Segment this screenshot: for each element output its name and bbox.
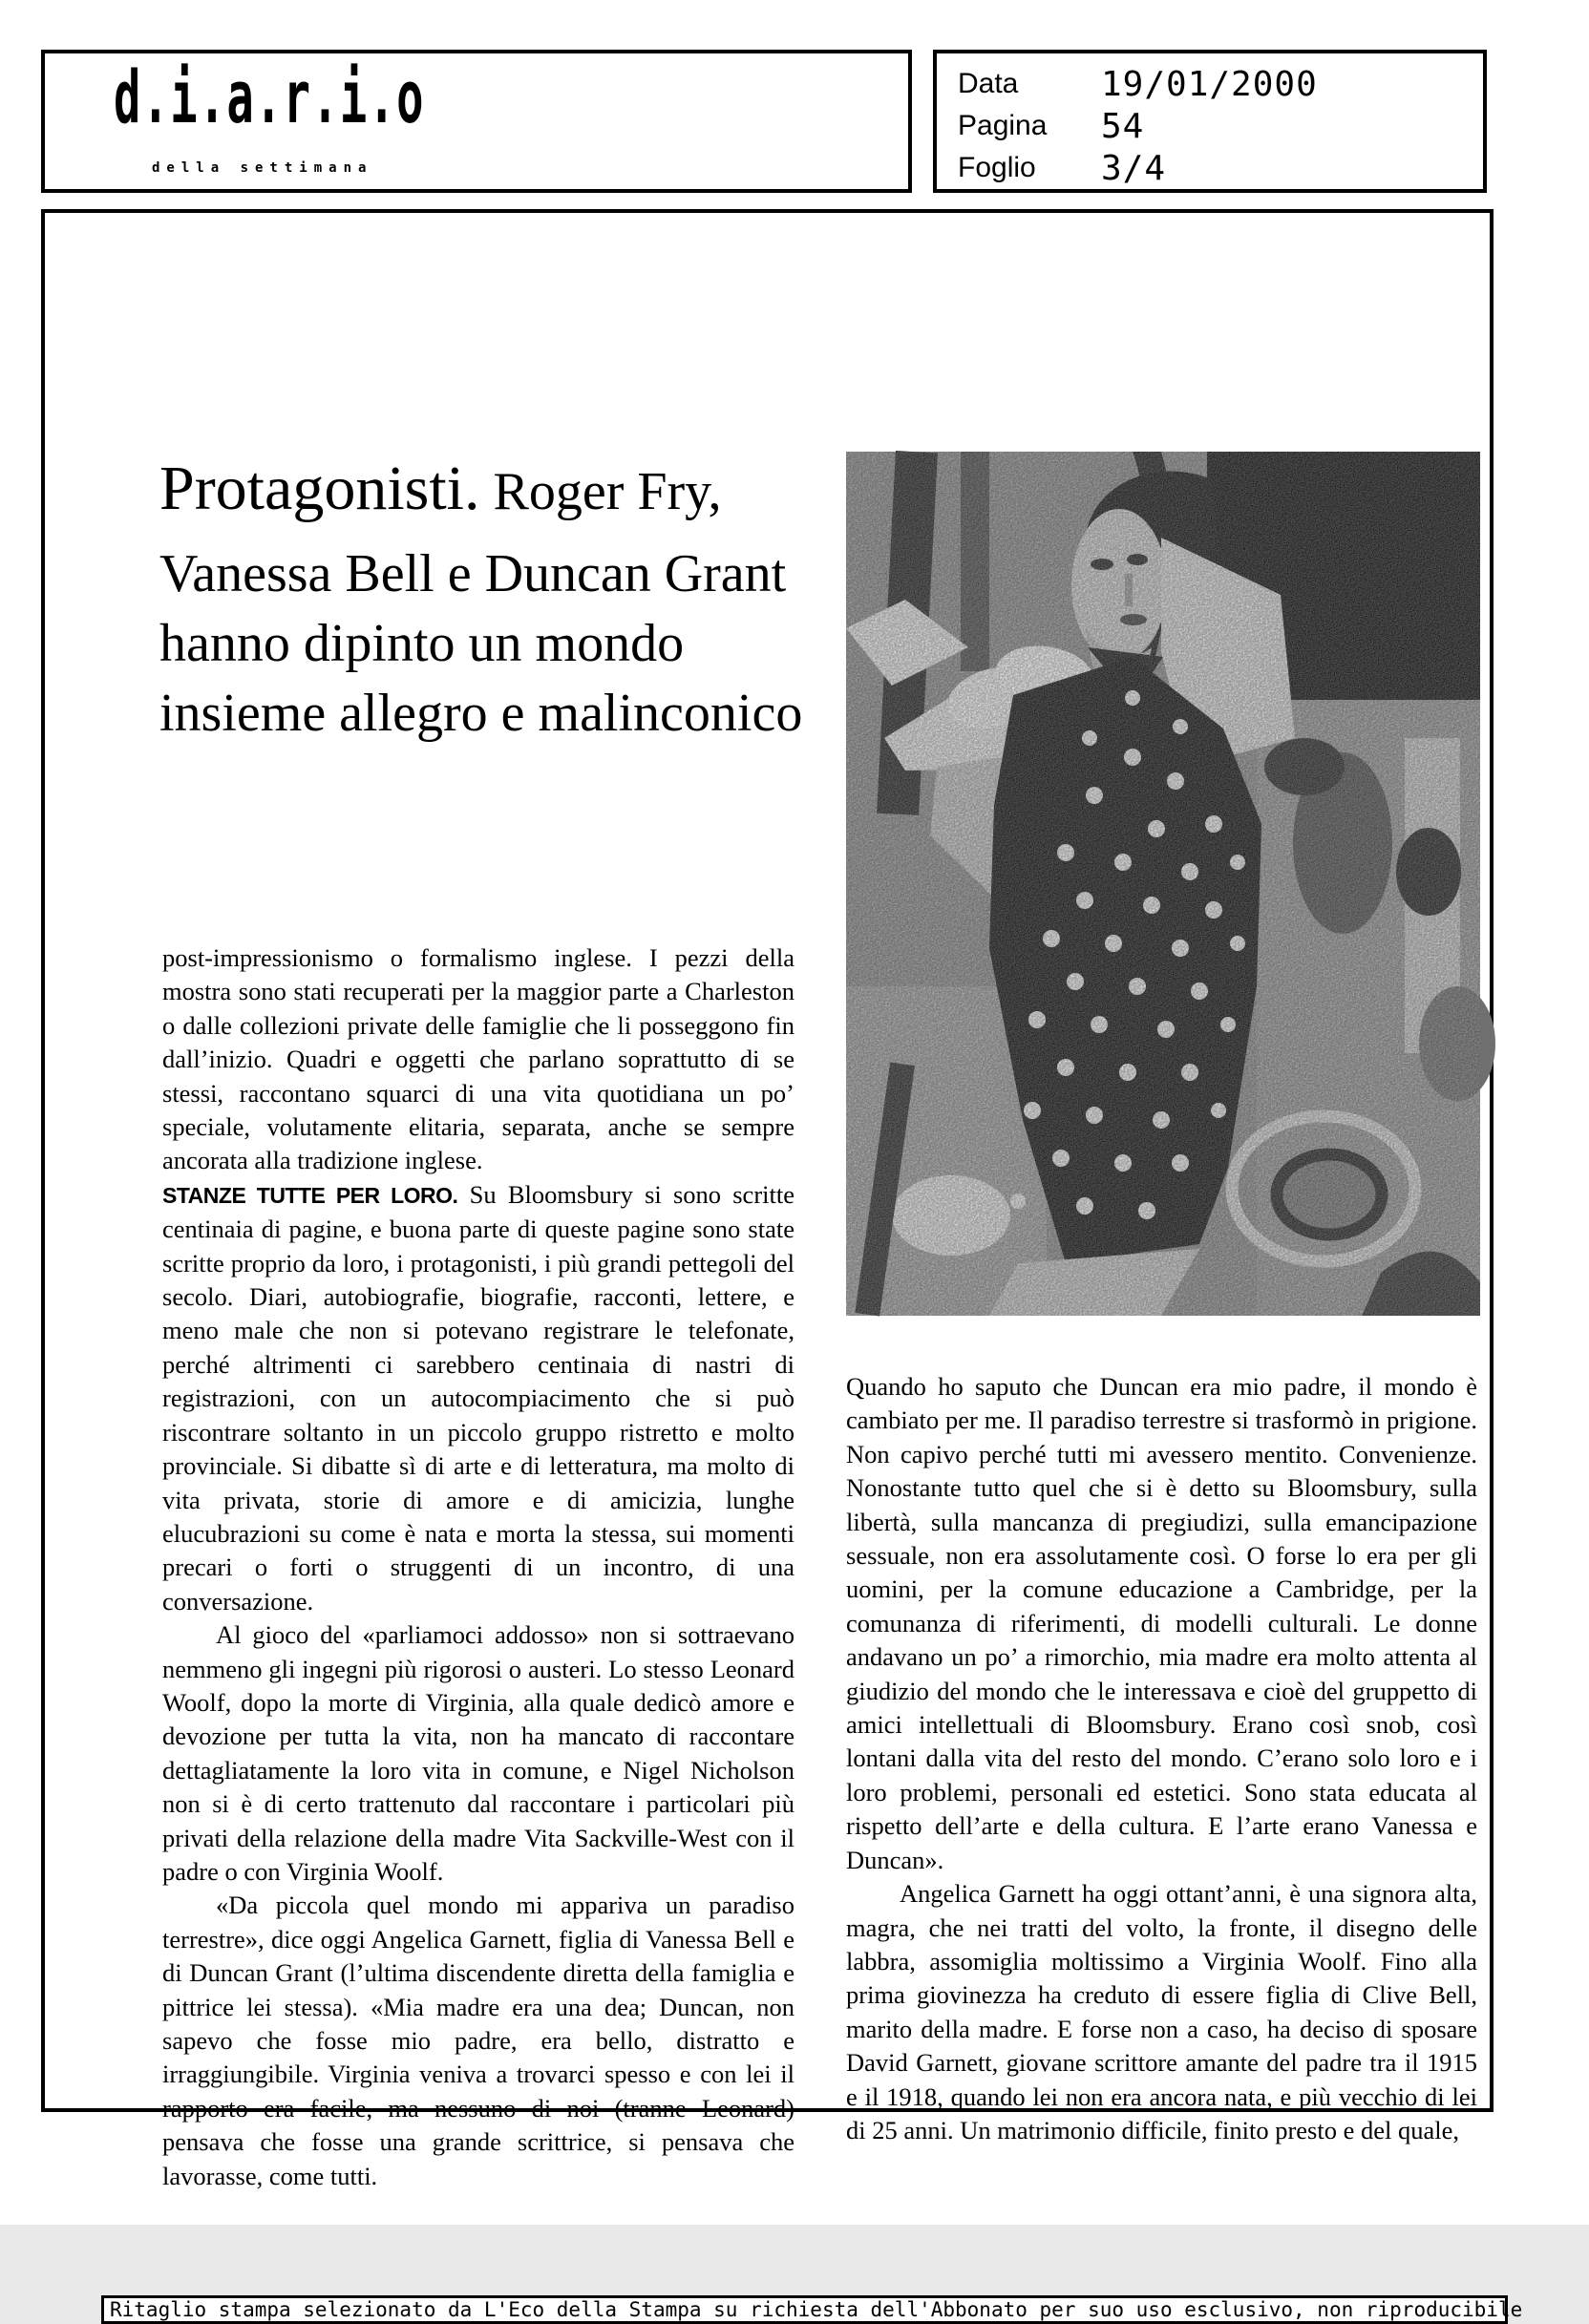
meta-row-pagina <box>958 105 1483 147</box>
footer-notice-box <box>101 2295 1523 2324</box>
article-photo-painting <box>846 452 1480 1316</box>
headline-line-2: Vanessa Bell e Duncan Grant <box>159 544 787 603</box>
meta-value-pagina: 54 <box>1101 106 1145 146</box>
headline-line-1 <box>159 454 818 539</box>
masthead-box <box>41 50 912 193</box>
left-paragraph-1: post-impressionismo o formalismo inglese. I pezzi della mostra sono stati recuperati per la maggior parte a Charleston o dalle collezioni private delle famiglie che li posseggono fin dall’inizio. Quadri e oggetti che parlano soprattutto di se stessi, raccontano squarci di una vita quotidiana un po’ speciale, volutamente elitaria, separata, anche se sempre ancorata alla tradizione inglese. <box>162 943 794 1175</box>
diario-logo: d.i.a.r.i.o <box>114 54 425 139</box>
left-paragraph-4: «Da piccola quel mondo mi appariva un paradiso terrestre», dice oggi Angelica Garnett, figlia di Vanessa Bell e di Duncan Grant (l’ultima discendente diretta della famiglia e pittrice lei stessa). «Mia madre era una dea; Duncan, non sapevo che fosse mio padre, era bello, distratto e irraggiungibile. Virginia veniva a trovarci spesso e con lei il rapporto era facile, ma nessuno di noi (tranne Leonard) pensava che fosse una grande scrittrice, si pensava che lavorasse, come tutti. <box>162 1891 794 2190</box>
article-left-column <box>162 941 794 2193</box>
headline-line-1-rest: Roger Fry, <box>479 462 722 521</box>
clipping-meta-box <box>933 50 1487 193</box>
left-paragraph-3: Al gioco del «parliamoci addosso» non si sottraevano nemmeno gli ingegni più rigorosi o austeri. Lo stesso Leonard Woolf, dopo la morte di Virginia, alla quale dedicò amore e devozione per tutta la vita, non ha mancato di raccontare dettagliatamente la loro vita in comune, e Nigel Nicholson non si è di certo trattenuto dal raccontare i particolari più privati della relazione della madre Vita Sackville-West con il padre o con Virginia Woolf. <box>162 1620 794 1886</box>
run-in-heading: STANZE TUTTE PER LORO. <box>162 1182 458 1208</box>
meta-label-data: Data <box>958 68 1019 99</box>
diario-logo-subtitle: della settimana <box>152 160 373 176</box>
article-right-column <box>846 1370 1477 2147</box>
article-headline <box>159 454 818 749</box>
meta-value-data: 19/01/2000 <box>1101 64 1318 104</box>
meta-value-foglio: 3/4 <box>1101 148 1167 188</box>
meta-row-data <box>958 63 1483 105</box>
right-paragraph-2: Angelica Garnett ha oggi ottant’anni, è una signora alta, magra, che nei tratti del volto, la fronte, il disegno delle labbra, assomiglia moltissimo a Virginia Woolf. Fino alla prima giovinezza ha creduto di essere figlia di Clive Bell, marito della madre. E forse non a caso, ha deciso di sposare David Garnett, giovane scrittore amante del padre tra il 1915 e il 1918, quando lei non era ancora nata, e più vecchio di lei di 25 anni. Un matrimonio difficile, finito presto e del quale, <box>846 1879 1477 2144</box>
left-paragraph-2-text: Su Bloomsbury si sono scritte centinaia di pagine, e buona parte di queste pagine sono state scritte proprio da loro, i protagonisti, i più grandi pettegoli del secolo. Diari, autobiografie, biografie, racconti, lettere, e meno male che non si potevano registrare le telefonate, perché altrimenti ci sarebbero centinaia di nastri di registrazioni, con un autocompiacimento che si può riscontrare soltanto in un piccolo gruppo ristretto e molto provinciale. Si dibatte sì di arte e di letteratura, ma molto di vita privata, storie di amore e di amicizia, lunghe elucubrazioni su come è nata e morta la stessa, sui momenti precari o forti o struggenti di un incontro, di una conversazione. <box>162 1179 794 1616</box>
meta-label-foglio: Foglio <box>958 152 1036 183</box>
right-paragraph-1: Quando ho saputo che Duncan era mio padre, il mondo è cambiato per me. Il paradiso terrestre si trasformò in prigione. Non capivo perché tutti mi avessero mentito. Convenienze. Nonostante tutto quel che si è detto su Bloomsbury, sulla libertà, sulla mancanza di pregiudizi, sulla emancipazione sessuale, non era assolutamente così. O forse lo era per gli uomini, per la comune educazione a Cambridge, per la comunanza di riferimenti, di modelli culturali. Le donne andavano un po’ a rimorchio, mia madre era molto attenta al giudizio del mondo che le interessava e cioè del gruppetto di amici intellettuali di Bloomsbury. Erano così snob, così lontani dalla vita del resto del mondo. C’erano solo loro e i loro problemi, personali ed estetici. Sono stata educata al rispetto dell’arte e della cultura. E l’arte erano Vanessa e Duncan». <box>846 1372 1477 1874</box>
headline-lead: Protagonisti. <box>159 454 480 523</box>
meta-label-pagina: Pagina <box>958 110 1048 141</box>
footer-notice-text: Ritaglio stampa selezionato da L'Eco della Stampa su richiesta dell'Abbonato per suo uso esclusivo, non riproducibile <box>110 2298 1523 2321</box>
meta-row-foglio <box>958 147 1483 189</box>
article-box <box>41 209 1523 2321</box>
headline-line-4: insieme allegro e malinconico <box>159 684 803 743</box>
headline-line-3: hanno dipinto un mondo <box>159 614 685 673</box>
left-paragraph-2 <box>162 1178 794 1618</box>
